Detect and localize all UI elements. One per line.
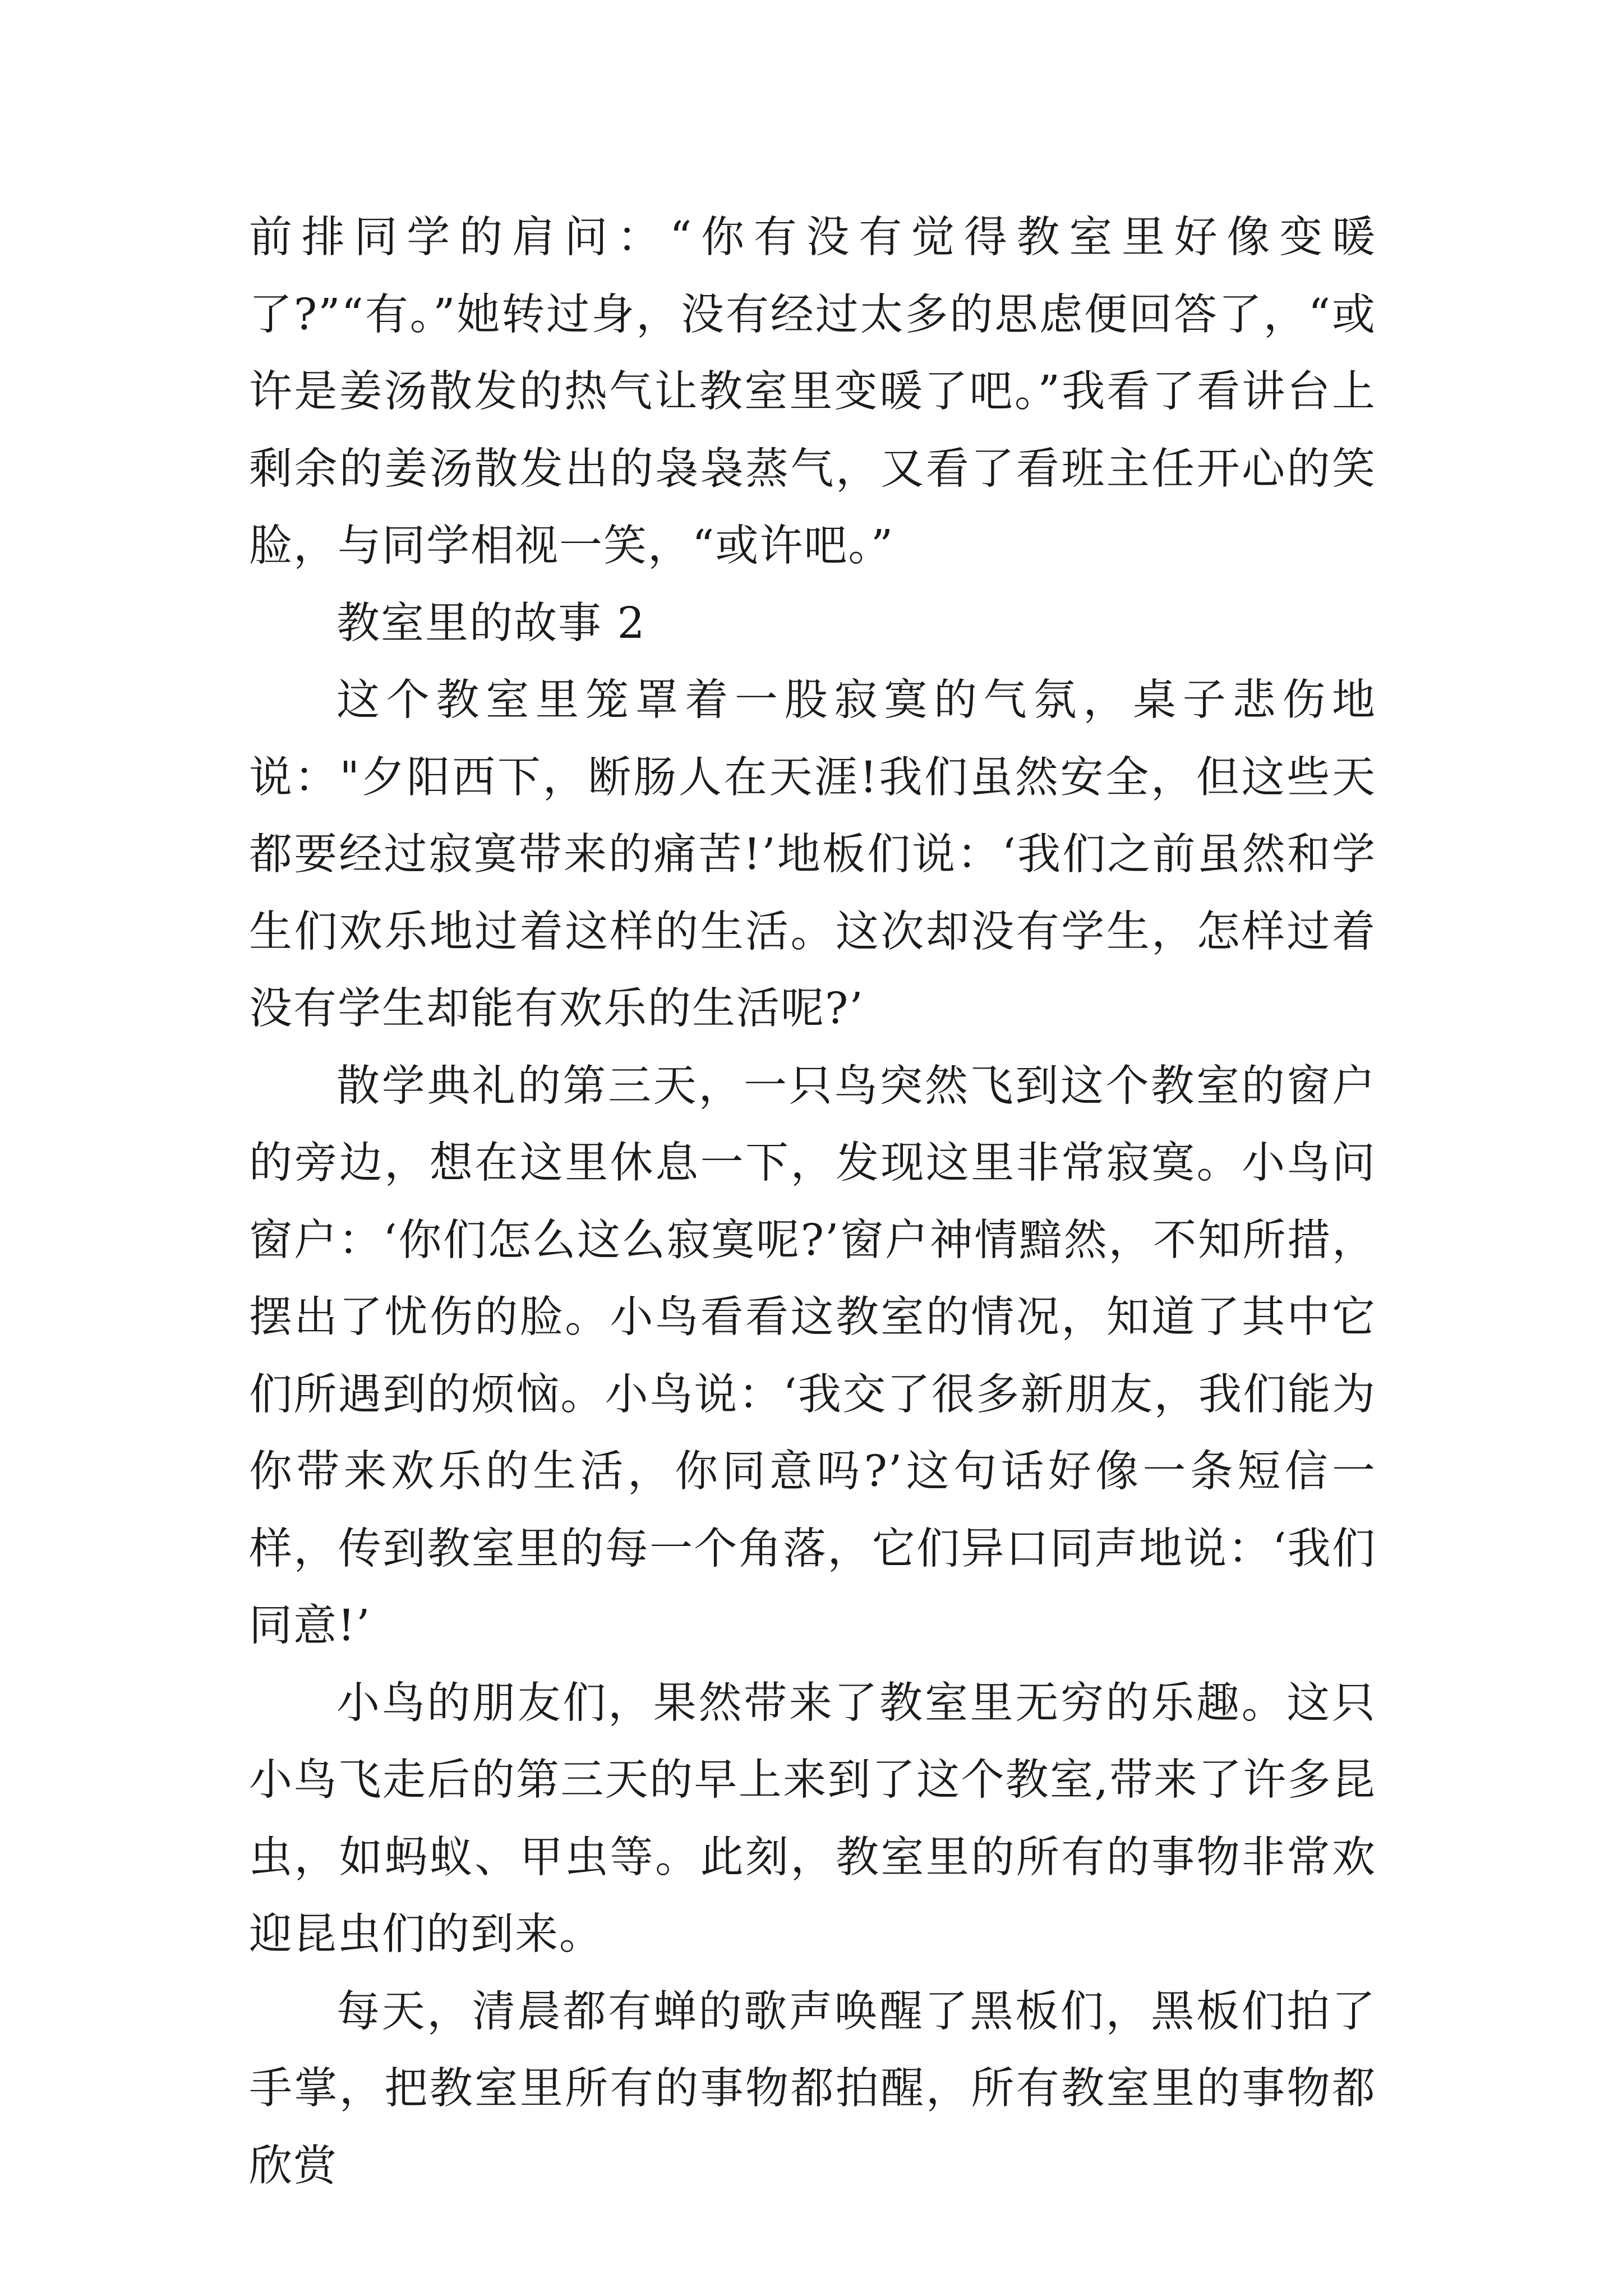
section-title: 教室里的故事 2 <box>336 598 646 648</box>
paragraph-4: 每天，清晨都有蝉的歌声唤醒了黑板们，黑板们拍了手掌，把教室里所有的事物都拍醒，所有教室里的事物都欣赏 <box>249 1986 1376 2191</box>
continued-paragraph: 前排同学的肩问：“你有没有觉得教室里好像变暖了?”“有。”她转过身，没有经过太多的思虑便回答了，“或许是姜汤散发的热气让教室里变暖了吧。”我看了看讲台上剩余的姜汤散发出的袅袅蒸气，又看了看班主任开心的笑脸，与同学相视一笑，“或许吧。” <box>249 213 1376 571</box>
paragraph-1: 这个教室里笼罩着一股寂寞的气氛，桌子悲伤地说："夕阳西下，断肠人在天涯!我们虽然安全，但这些天都要经过寂寞带来的痛苦!’地板们说：‘我们之前虽然和学生们欢乐地过着这样的生活。这次却没有学生，怎样过着没有学生却能有欢乐的生活呢?’ <box>249 675 1376 1034</box>
paragraph-3: 小鸟的朋友们，果然带来了教室里无穷的乐趣。这只小鸟飞走后的第三天的早上来到了这个教室,带来了许多昆虫，如蚂蚁、甲虫等。此刻，教室里的所有的事物非常欢迎昆虫们的到来。 <box>249 1678 1376 1959</box>
paragraph-2: 散学典礼的第三天，一只鸟突然飞到这个教室的窗户的旁边，想在这里休息一下，发现这里非常寂寞。小鸟问窗户：‘你们怎么这么寂寞呢?’窗户神情黯然，不知所措，摆出了忧伤的脸。小鸟看看这教室的情况，知道了其中它们所遇到的烦恼。小鸟说：‘我交了很多新朋友，我们能为你带来欢乐的生活，你同意吗?’这句话好像一条短信一样，传到教室里的每一个角落，它们异口同声地说：‘我们同意!’ <box>249 1061 1376 1651</box>
document-body <box>249 199 1376 2205</box>
